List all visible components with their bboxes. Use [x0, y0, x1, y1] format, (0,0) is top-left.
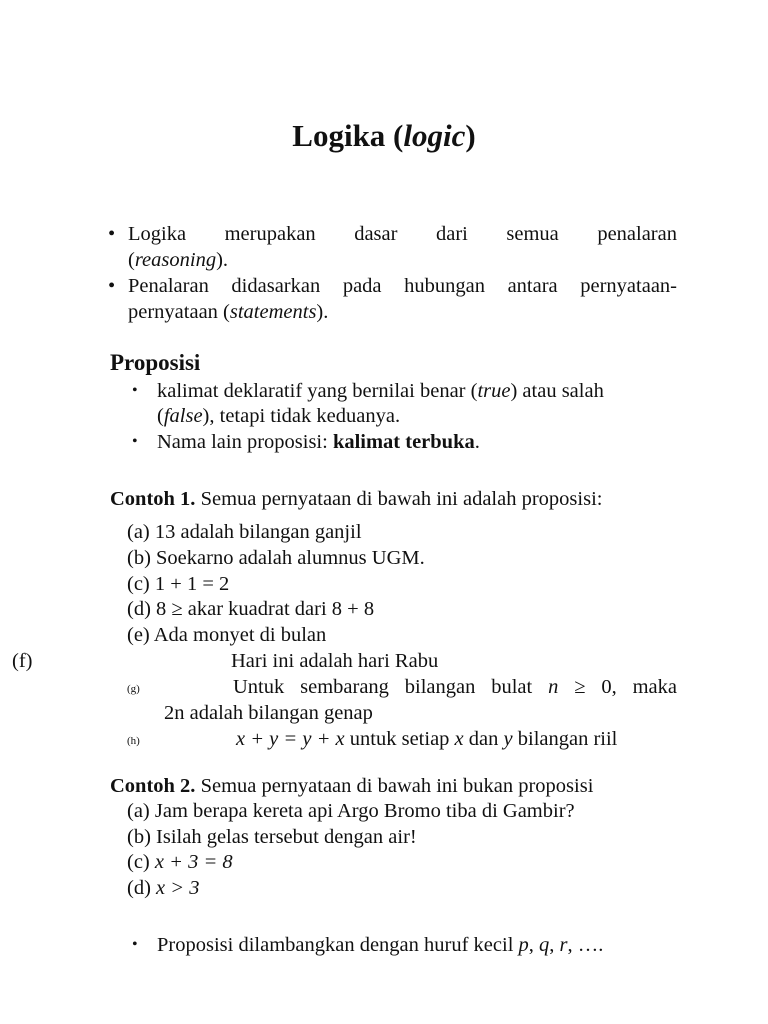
variable-n: n [548, 676, 559, 698]
intro-bullet-2-line-1: Penalaran didasarkan pada hubungan antara pernyataan- [128, 275, 677, 297]
text: (c) [127, 851, 155, 873]
contoh-1-item-g-line-1 [233, 674, 677, 700]
text: ≥ 0, maka [558, 676, 677, 698]
contoh-1-item-g-line-2 [164, 700, 373, 726]
contoh-2-item-a: (a) Jam berapa kereta api Argo Bromo tiba di Gambir? [127, 800, 575, 822]
contoh-1-item-h-label: (h) [127, 735, 140, 747]
intro-bullet-2-mark: • [108, 275, 116, 297]
statements-close: ). [316, 301, 329, 323]
contoh-1-item-c: (c) 1 + 1 = 2 [127, 573, 230, 595]
intro-bullet-1-line-1: Logika merupakan dasar dari semua penalaran [128, 223, 677, 245]
text: adalah bilangan genap [184, 702, 373, 724]
text: untuk setiap [344, 728, 455, 750]
text: ), tetapi tidak keduanya. [202, 405, 401, 427]
contoh-1-text: Semua pernyataan di bawah ini adalah proposisi: [195, 488, 603, 510]
contoh-2-item-b: (b) Isilah gelas tersebut dengan air! [127, 826, 417, 848]
ellipsis: , …. [567, 934, 604, 956]
kalimat-terbuka-term: kalimat terbuka [332, 431, 475, 453]
contoh-2-item-d [127, 875, 199, 901]
symbol-q: q [539, 934, 550, 956]
expression-x-plus-3: x + 3 = 8 [154, 851, 233, 873]
expression-2n: 2n [164, 702, 185, 724]
paren-open: ( [128, 249, 135, 271]
contoh-1-item-e: (e) Ada monyet di bulan [127, 624, 327, 646]
contoh-1-item-b: (b) Soekarno adalah alumnus UGM. [127, 547, 425, 569]
statements-term: statements [229, 301, 317, 323]
contoh-2-text: Semua pernyataan di bawah ini bukan proposisi [195, 775, 594, 797]
text: ) atau salah [510, 380, 604, 402]
footer-bullet-mark: • [132, 936, 138, 953]
variable-x: x [454, 728, 464, 750]
proposisi-bullet-1-line-2 [157, 403, 400, 429]
contoh-1-item-g-label: (g) [127, 683, 140, 695]
text: ( [157, 405, 164, 427]
title-main: Logika ( [292, 118, 404, 153]
contoh-2-header [110, 773, 593, 799]
text: bilangan riil [512, 728, 618, 750]
expression-x-gt-3: x > 3 [156, 877, 200, 899]
text: . [474, 431, 480, 453]
proposisi-bullet-1-line-1 [157, 378, 604, 404]
contoh-1-item-d: (d) 8 ≥ akar kuadrat dari 8 + 8 [127, 598, 375, 620]
text: dan [463, 728, 504, 750]
proposisi-bullet-2-mark: • [132, 433, 138, 450]
contoh-1-header [110, 486, 602, 512]
contoh-1-item-h [236, 726, 617, 752]
contoh-2-label: Contoh 2. [110, 775, 196, 797]
text: (d) [127, 877, 157, 899]
reasoning-term: reasoning [134, 249, 217, 271]
page-title [0, 118, 768, 154]
text: kalimat deklaratif yang bernilai benar ( [157, 380, 478, 402]
text: Nama lain proposisi: [157, 431, 333, 453]
expression-commutative: x + y = y + x [236, 728, 345, 750]
intro-bullet-1-mark: • [108, 223, 116, 245]
variable-y: y [503, 728, 513, 750]
contoh-1-item-f: Hari ini adalah hari Rabu [231, 650, 439, 672]
text: Proposisi dilambangkan dengan huruf kecil [157, 934, 519, 956]
title-close: ) [465, 118, 476, 153]
proposisi-bullet-2 [157, 429, 480, 455]
title-italic: logic [403, 118, 466, 153]
contoh-2-item-c [127, 849, 233, 875]
paren-close: ). [216, 249, 229, 271]
symbol-r: r [559, 934, 568, 956]
false-term: false [163, 405, 203, 427]
footer-bullet-text [157, 932, 603, 958]
proposisi-heading: Proposisi [110, 350, 201, 375]
statements-pre: pernyataan ( [128, 301, 230, 323]
contoh-1-label: Contoh 1. [110, 488, 196, 510]
contoh-1-item-f-label: (f) [12, 650, 33, 672]
intro-bullet-1-line-2 [128, 247, 228, 273]
contoh-1-item-a: (a) 13 adalah bilangan ganjil [127, 521, 362, 543]
proposisi-bullet-1-mark: • [132, 382, 138, 399]
symbol-p: p [518, 934, 529, 956]
separator: , [528, 934, 540, 956]
true-term: true [477, 380, 511, 402]
text: Untuk sembarang bilangan bulat [233, 676, 549, 698]
separator: , [549, 934, 560, 956]
intro-bullet-2-line-2 [128, 299, 328, 325]
